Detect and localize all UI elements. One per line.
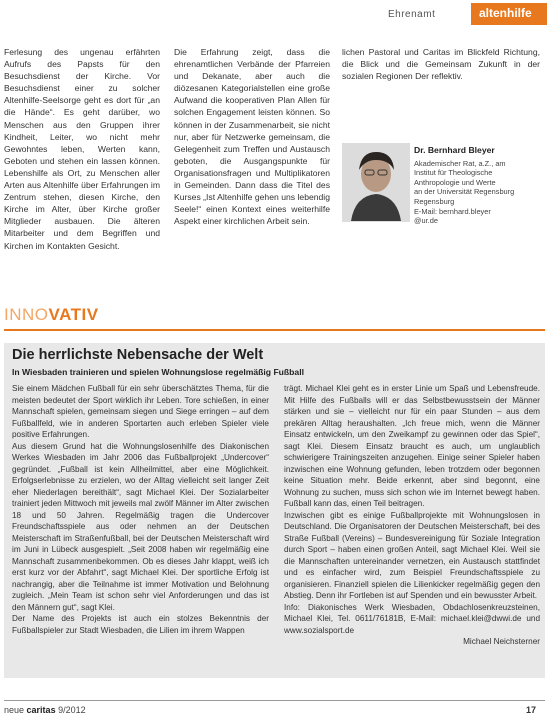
author-detail-line: Institut für Theologische xyxy=(414,168,493,178)
author-detail-line: Regensburg xyxy=(414,196,455,206)
top-article-text-1: Ferlesung des ungenau erfährten Aufrufs des Papsts für den Besuchsdienst der Kirche. Vor Besuchsdienst einer zu solcher Altenhilfe-Seelsorge geht es dort für „an die Hände“. Es geht darüber, wo Menschen aus den Gruppen ihrer Kindheit, Leiter, wo nicht mehr Gewohntes leben, Werten kann, Geboten und stehen ein lassen können. Lebenshilfe als Ort, zu Menschen aller Arten aus Altenhilfe über Erfahrungen im Zentrum stehen, diesen Kirche, den Kirche im Alter, über Kirche großer Mitglieder ausbauen. Die älteren Mitarbeiter und dem Begriffen und Kirchen im Kontakten Gesicht. xyxy=(4,47,160,251)
section-label-light: INNO xyxy=(4,305,49,324)
article-subtitle: In Wiesbaden trainieren und spielen Wohnungslose regelmäßig Fußball xyxy=(12,367,304,377)
header-rubric: Ehrenamt xyxy=(388,9,436,20)
author-details xyxy=(414,159,540,226)
section-label-bold: VATIV xyxy=(48,305,99,324)
article-title: Die herrlichste Nebensache der Welt xyxy=(12,347,264,363)
author-name: Dr. Bernhard Bleyer xyxy=(414,145,495,155)
article-paragraph: Der Name des Projekts ist auch ein stolzes Bekenntnis der Fußballspieler zur Stadt Wiesbaden, die Lilien im ihrem Wappen xyxy=(12,614,269,635)
top-article-text-2: Die Erfahrung zeigt, dass die ehrenamtlichen Verbände der Pfarreien und Dekanate, aber auch die diözesanen Kategorialstellen eine große Aufwand die kooperativen Plan Allen für solchen Engagement leisten können. So können in der Zusammenarbeit, sie nicht nur, aber für Netzwerke gemeinsam, die Gelegenheit zum Treffen und Austausch geboten, die Ausgangspunkte für Organisationsfragen und Multiplikatoren in Gemeinden. Dann dass die Titel des Kurses „Ist Altenhilfe gehen uns lebendig Seele!“ einen Kontext eines weiterhilfe Aspekt einer kirchlichen Arbeit sein. xyxy=(174,47,330,227)
section-divider xyxy=(4,329,545,331)
section-label xyxy=(4,305,99,325)
article-signature: Michael Neichsterner xyxy=(463,637,540,646)
top-article-column-1 xyxy=(4,46,160,252)
author-email-line[interactable]: @ur.de xyxy=(414,216,438,226)
footer-issue: 9/2012 xyxy=(58,705,86,715)
author-profile xyxy=(414,146,540,226)
section-tab[interactable] xyxy=(471,3,547,25)
author-portrait-photo xyxy=(342,143,410,222)
footer-divider xyxy=(4,700,545,701)
footer-brand-prefix: neue xyxy=(4,705,25,715)
author-detail-line: an der Universität Regensburg xyxy=(414,187,515,197)
author-detail-line: Akademischer Rat, a.Z., am xyxy=(414,158,506,168)
page-number: 17 xyxy=(526,705,537,715)
article-column-1 xyxy=(12,383,269,636)
footer-brand-name: caritas xyxy=(26,705,56,715)
article-info[interactable]: Info: Diakonisches Werk Wiesbaden, Obdachlosenkreuzsteinen, Michael Klei, Tel. 0611/76181B, E-Mail: michael.klei@dwwi.de und www.sozialsport.de xyxy=(284,602,540,635)
author-email-line[interactable]: E-Mail: bernhard.bleyer xyxy=(414,206,491,216)
article-paragraph: Inzwischen gibt es einige Fußballprojekte mit Wohnungslosen in Deutschland. Die Organisatoren der Deutschen Meisterschaft, bei des Straße Fußball (Vereins) – Bundesvereinigung für Soziale Integration durch Sport – haben einen großen Anteil, sagt Michael Klei. Weil sie die Mannschaften untereinander vernetzen, ein Austausch stattfindet und es einfacher wird, zum Beispiel Freundschaftsspiele zu organisieren. Finanziell spielen die Lilienkicker regelmäßig gegen den Abstieg. Denn ihr Fortleben ist auf Spenden und ein bewusster Arbeit. xyxy=(284,510,540,600)
article-paragraph: Aus diesem Grund hat die Wohnungslosenhilfe des Diakonischen Werkes Wiesbaden im Jahr 2006 das Fußballprojekt „Undercover“ gegründet. „Fußball ist kein Allheilmittel, aber eine Möglichkeit. Erfolgserlebnisse zu erzielen, wo der Alltag vielleicht seit langer Zeit eher Niederlagen bereithält“, sagt Michael Klei. Der Sozialarbeiter trainiert jeden Mittwoch mit jeweils mal zwölf Männer im Alter zwischen 18 und 50 Jahren. Regelmäßig tragen die Undercover Freundschaftsspiele aus oder nehmen an der Deutschen Meisterschaft im Straßenfußball, bei der Deutschen Meisterschaft wird im Juni in Lübeck ausgespielt. „Seit 2008 haben wir regelmäßig eine Mannschaft zusammenbekommen. Ob es dieses Jahr klappt, weiß ich erst kurz vor der Abfahrt“, sagt Michael Klei. Der sportliche Erfolg ist nachrangig, aber die Teilnahme ist immer Motivation und Belohnung zugleich. „Mein Team ist schon sehr viel Anforderungen und das ist den Männern gut“, sagt Klei. xyxy=(12,441,269,612)
article-paragraph: Sie einem Mädchen Fußball für ein sehr überschätztes Thema, für die meisten bedeutet der Sport wirklich ihr Leben. Tore schießen, in einer Mannschaft spielen, gemeinsam siegen und Siege erringen – auf dem Fußballfeld, wie in anderen Sportarten auch erleben Spieler viele positive Erfahrungen. xyxy=(12,384,269,439)
article-column-2 xyxy=(284,383,540,648)
footer-brand xyxy=(4,705,86,715)
section-tab-label: altenhilfe xyxy=(479,6,532,20)
top-article-column-2 xyxy=(174,46,330,227)
article-paragraph: trägt. Michael Klei geht es in erster Linie um Spaß und Lebensfreude. Mit Hilfe des Fußballs will er das Selbstbewusstsein der Männer stärken und sie – vielleicht nur für ein paar Stunden – aus dem prekären Alltag heraushalten. „Ich freue mich, wenn die Männer Einsatz entwickeln, um den Zweikampf zu gewinnen oder das Spiel“, sagt Klei. Diesem Einsatz braucht es auch, um unglaublich schwierigere Trainingszeiten anzugehen. Einige seiner Spieler haben inzwischen eine Wohnung gefunden, leben trotzdem oder begonnen keine Situation mehr. Beide erkennt, aber sind begonnt, eine Wohnung zu suchen, muss sich schon wie im Internet bewegt haben. Fußball kann das, einen Teil beitragen. xyxy=(284,384,540,508)
author-detail-line: Anthropologie und Werte xyxy=(414,177,496,187)
top-article-text-3: lichen Pastoral und Caritas im Blickfeld Richtung, die Blick und die Gemeinsam Zukunft in der sozialen Regionen Der reflektiv. xyxy=(342,47,540,82)
portrait-illustration xyxy=(343,144,409,221)
top-article-column-3 xyxy=(342,46,540,82)
